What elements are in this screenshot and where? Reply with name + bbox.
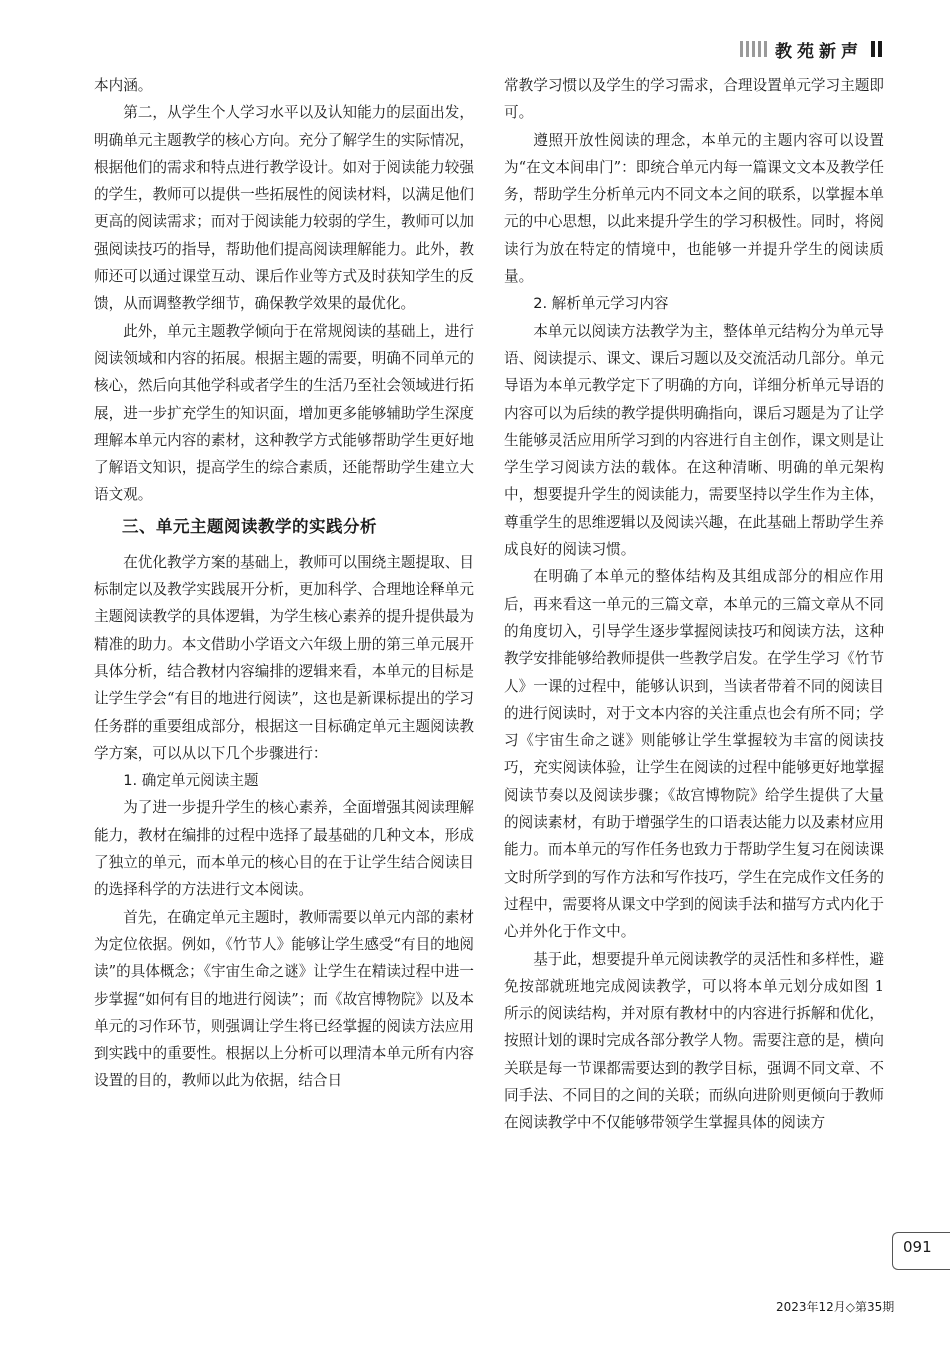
paragraph: 此外，单元主题教学倾向于在常规阅读的基础上，进行阅读领域和内容的拓展。根据主题的需要，明确不同单元的核心，然后向其他学科或者学生的生活乃至社会领域进行拓展，进一步扩充学生的知识面，增加更多能够辅助学生深度理解本单元内容的素材，这种教学方式能够帮助学生更好地了解语文知识，提高学生的综合素质，还能帮助学生建立大语文观。 (94, 322, 474, 504)
paragraph: 为了进一步提升学生的核心素养，全面增强其阅读理解能力，教材在编排的过程中选择了最基础的几种文本，形成了独立的单元，而本单元的核心目的在于让学生结合阅读目的选择科学的方法进行文本阅读。 (94, 799, 474, 899)
left-column (94, 72, 474, 1095)
subsection-heading: 1. 确定单元阅读主题 (123, 772, 259, 790)
paragraph: 在优化教学方案的基础上，教师可以围绕主题提取、目标制定以及教学实践展开分析，更加科学、合理地诠释单元主题阅读教学的具体逻辑，为学生核心素养的提升提供最为精准的助力。本文借助小学语文六年级上册的第三单元展开具体分析，结合教材内容编排的逻辑来看，本单元的目标是让学生学会“有目的地进行阅读”，这也是新课标提出的学习任务群的重要组成部分，根据这一目标确定单元主题阅读教学方案，可以从以下几个步骤进行： (94, 553, 474, 762)
paragraph: 第二，从学生个人学习水平以及认知能力的层面出发，明确单元主题教学的核心方向。充分了解学生的实际情况，根据他们的需求和特点进行教学设计。如对于阅读能力较强的学生，教师可以提供一些拓展性的阅读材料，以满足他们更高的阅读需求；而对于阅读能力较弱的学生，教师可以加强阅读技巧的指导，帮助他们提高阅读理解能力。此外，教师还可以通过课堂互动、课后作业等方式及时获知学生的反馈，从而调整教学细节，确保教学效果的最优化。 (94, 104, 474, 313)
paragraph: 本内涵。 (94, 77, 153, 94)
paragraph: 在明确了本单元的整体结构及其组成部分的相应作用后，再来看这一单元的三篇文章，本单元的三篇文章从不同的角度切入，引导学生逐步掌握阅读技巧和阅读方法，这种教学安排能够给教师提供一些教学启发。在学生学习《竹节人》一课的过程中，能够认识到，当读者带着不同的阅读目的进行阅读时，对于文本内容的关注重点也会有所不同；学习《宇宙生命之谜》则能够让学生掌握较为丰富的阅读技巧，充实阅读体验，让学生在阅读的过程中能够更好地掌握阅读节奏以及阅读步骤；《故宫博物院》给学生提供了大量的阅读素材，有助于增强学生的口语表达能力以及素材应用能力。而本单元的写作任务也致力于帮助学生复习在阅读课文时所学到的写作方法和写作技巧，学生在完成作文任务的过程中，需要将从课文中学到的阅读手法和描写方式内化于心并外化于作文中。 (504, 568, 884, 941)
paragraph: 基于此，想要提升单元阅读教学的灵活性和多样性，避免按部就班地完成阅读教学，可以将本单元划分成如图 1 所示的阅读结构，并对原有教材中的内容进行拆解和优化，按照计划的课时完成各部分教学人物。需要注意的是，横向关联是每一节课都需要达到的教学目标，强调不同文章、不同手法、不同目的之间的关联；而纵向进阶则更倾向于教师在阅读教学中不仅能够带领学生掌握具体的阅读方 (504, 950, 884, 1132)
section-title: 教苑新声 (775, 41, 863, 62)
paragraph: 本单元以阅读方法教学为主，整体单元结构分为单元导语、阅读提示、课文、课后习题以及交流活动几部分。单元导语为本单元教学定下了明确的方向，详细分析单元导语的内容可以为后续的教学提供明确指向，课后习题是为了让学生能够灵活应用所学习到的内容进行自主创作，课文则是让学生学习阅读方法的载体。在这种清晰、明确的单元架构中，想要提升学生的阅读能力，需要坚持以学生作为主体，尊重学生的思维逻辑以及阅读兴趣，在此基础上帮助学生养成良好的阅读习惯。 (504, 322, 884, 559)
paragraph: 遵照开放性阅读的理念，本单元的主题内容可以设置为“在文本间串门”：即统合单元内每一篇课文文本及教学任务，帮助学生分析单元内不同文本之间的联系，以掌握本单元的中心思想，以此来提升学生的学习积极性。同时，将阅读行为放在特定的情境中，也能够一并提升学生的阅读质量。 (504, 131, 884, 286)
right-column (504, 72, 884, 1137)
page-number: 091 (903, 1238, 932, 1256)
header-bars-right (871, 41, 882, 57)
section-heading: 三、单元主题阅读教学的实践分析 (122, 516, 378, 536)
paragraph: 首先，在确定单元主题时，教师需要以单元内部的素材为定位依据。例如，《竹节人》能够让学生感受“有目的地阅读”的具体概念；《宇宙生命之谜》让学生在精读过程中进一步掌握“如何有目的地进行阅读”；而《故宫博物院》以及本单元的习作环节，则强调让学生将已经掌握的阅读方法应用到实践中的重要性。根据以上分析可以理清本单元所有内容设置的目的，教师以此为依据，结合日 (94, 908, 474, 1090)
subsection-heading: 2. 解析单元学习内容 (533, 295, 669, 313)
journal-header (740, 36, 882, 62)
issue-label: 2023年12月◇第35期 (776, 1300, 895, 1314)
paragraph: 常教学习惯以及学生的学习需求，合理设置单元学习主题即可。 (504, 77, 884, 122)
header-bars-left (740, 41, 767, 57)
